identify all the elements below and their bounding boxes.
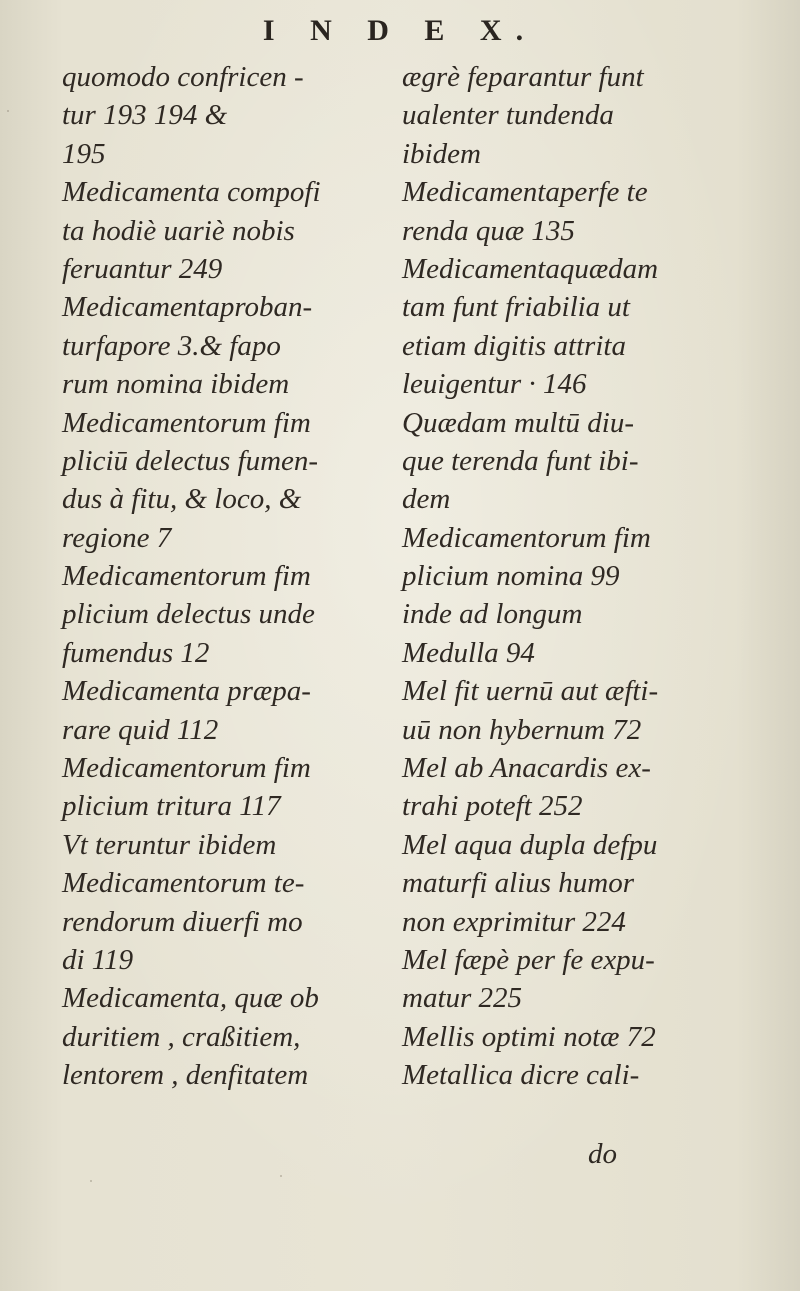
index-line: tur 193 194 & bbox=[62, 99, 228, 132]
index-line: Mellis optimi notæ 72 bbox=[402, 1020, 656, 1053]
index-line: Metallica dicre cali- bbox=[402, 1059, 640, 1092]
index-line: pliciū delectus fumen- bbox=[62, 444, 319, 477]
index-line: Mel aqua dupla defpu bbox=[402, 828, 658, 861]
index-line: que terenda funt ibi- bbox=[402, 444, 639, 477]
index-line: Quædam multū diu- bbox=[402, 406, 634, 439]
index-line: Vt teruntur ibidem bbox=[62, 828, 277, 861]
index-line: etiam digitis attrita bbox=[402, 329, 626, 362]
index-line: quomodo confricen - bbox=[62, 61, 304, 93]
index-line: fumendus 12 bbox=[62, 636, 210, 669]
index-line: lentorem , denfitatem bbox=[62, 1059, 309, 1092]
index-column-left bbox=[62, 58, 392, 1095]
index-line: Mel ab Anacardis ex- bbox=[402, 752, 651, 785]
index-line: rendorum diuerfi mo bbox=[62, 905, 303, 938]
index-line: trahi poteft 252 bbox=[402, 790, 583, 823]
index-line: turfapore 3.& fapo bbox=[62, 329, 281, 362]
index-line: Medicamentorum te- bbox=[62, 867, 305, 900]
index-line: plicium nomina 99 bbox=[402, 560, 620, 593]
index-line: maturfi alius humor bbox=[402, 867, 635, 900]
index-line: dem bbox=[402, 483, 451, 516]
index-line: di 119 bbox=[62, 943, 134, 976]
index-line: ualenter tundenda bbox=[402, 99, 614, 132]
index-line: 195 bbox=[62, 137, 106, 170]
paper-speck bbox=[90, 1180, 92, 1182]
index-line: ibidem bbox=[402, 137, 481, 170]
index-line: ta hodiè uariè nobis bbox=[62, 214, 295, 247]
index-line: duritiem , craßitiem, bbox=[62, 1020, 301, 1053]
index-line: plicium tritura 117 bbox=[62, 790, 281, 823]
paper-speck bbox=[7, 110, 9, 112]
index-line: Medicamentaproban- bbox=[62, 291, 313, 324]
index-line: Medicamenta præpa- bbox=[62, 675, 311, 708]
index-line: Medicamentaperfe te bbox=[402, 176, 648, 209]
index-line: rum nomina ibidem bbox=[62, 368, 290, 401]
index-line: regione 7 bbox=[62, 521, 172, 554]
index-line: ægrè feparantur funt bbox=[402, 61, 644, 93]
index-column-right bbox=[402, 58, 732, 1095]
index-line: inde ad longum bbox=[402, 598, 583, 631]
index-line: leuigentur · 146 bbox=[402, 368, 587, 401]
index-line: uū non hybernum 72 bbox=[402, 713, 642, 746]
paper-speck bbox=[280, 1175, 282, 1177]
index-line: rare quid 112 bbox=[62, 713, 219, 746]
index-line: tam funt friabilia ut bbox=[402, 291, 630, 324]
index-line: Medulla 94 bbox=[402, 636, 535, 669]
catchword: do bbox=[588, 1138, 617, 1170]
index-line: matur 225 bbox=[402, 982, 523, 1015]
index-line: Medicamentorum fim bbox=[62, 406, 311, 439]
index-line: Mel fit uernū aut æfti- bbox=[402, 675, 659, 708]
index-line: Medicamenta, quæ ob bbox=[62, 982, 319, 1015]
index-line: non exprimitur 224 bbox=[402, 905, 626, 938]
index-line: feruantur 249 bbox=[62, 252, 223, 285]
index-line: renda quæ 135 bbox=[402, 214, 575, 247]
index-line: Mel fæpè per fe expu- bbox=[402, 943, 655, 976]
index-line: plicium delectus unde bbox=[62, 598, 315, 631]
index-line: Medicamentorum fim bbox=[402, 521, 651, 554]
index-line: Medicamenta compofi bbox=[62, 176, 321, 209]
page-header: I N D E X. bbox=[262, 14, 538, 47]
index-line: dus à fitu, & loco, & bbox=[62, 483, 302, 516]
index-line: Medicamentaquædam bbox=[402, 252, 659, 285]
index-line: Medicamentorum fim bbox=[62, 560, 311, 593]
index-line: Medicamentorum fim bbox=[62, 752, 311, 785]
